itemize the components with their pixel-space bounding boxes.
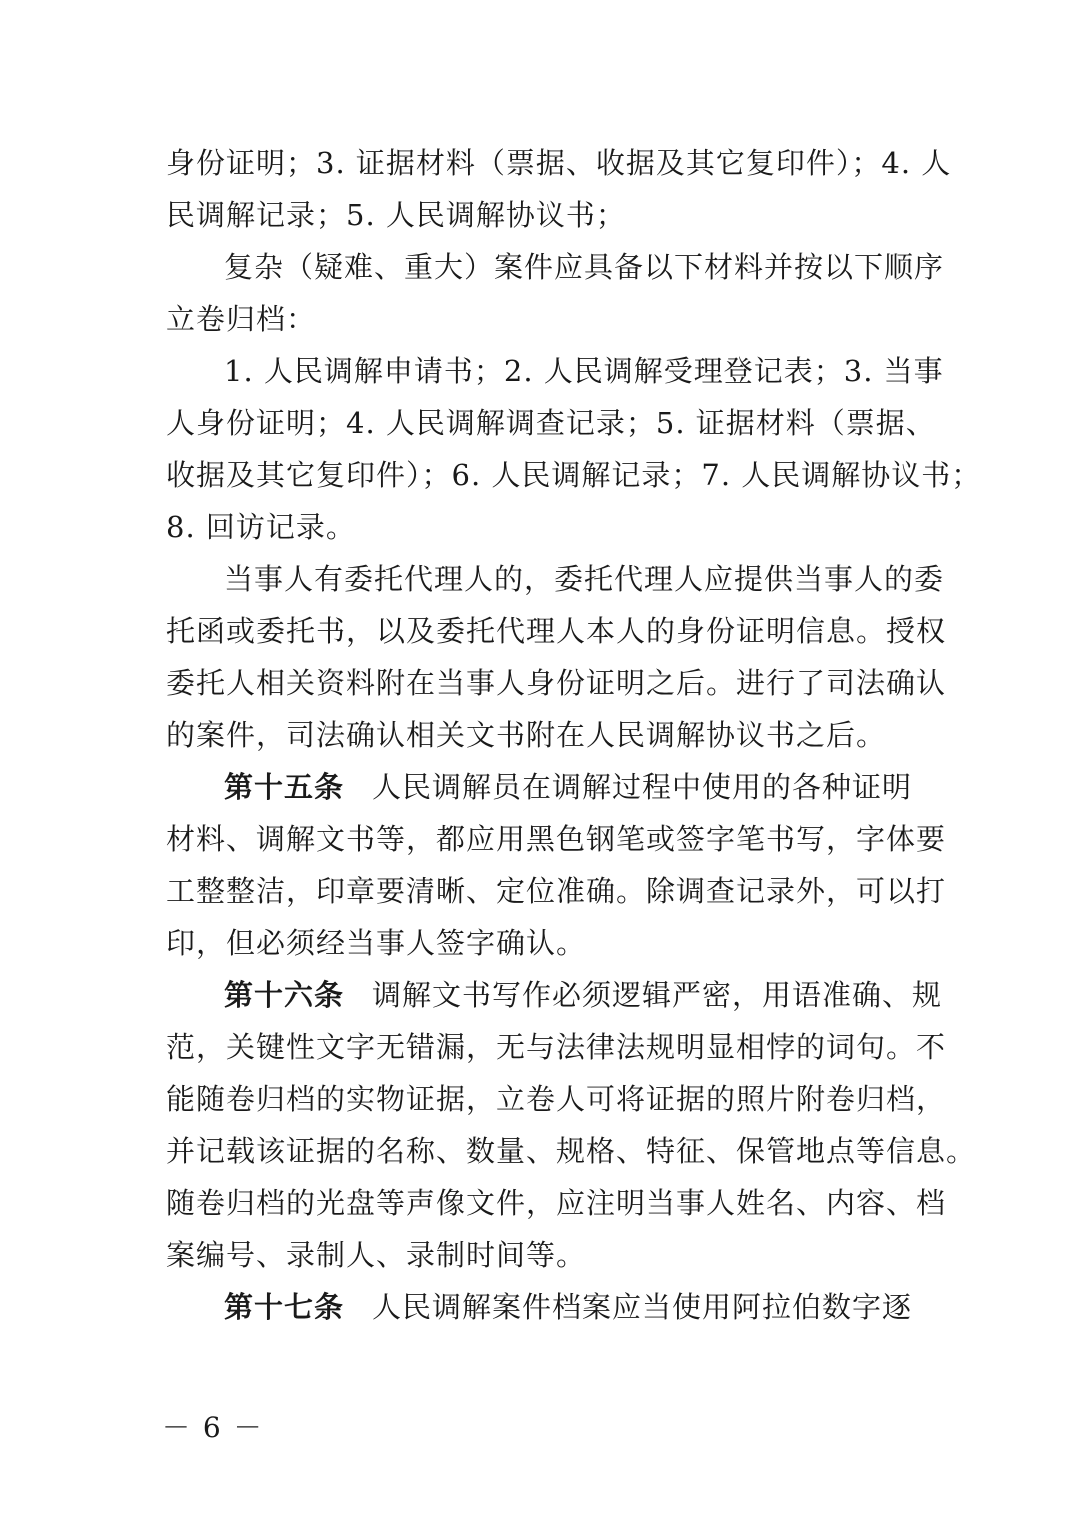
text-line: 复杂（疑难、重大）案件应具备以下材料并按以下顺序 bbox=[224, 250, 945, 284]
text-line: 范，关键性文字无错漏，无与法律法规明显相悖的词句。不 bbox=[166, 1030, 947, 1064]
article-heading: 第十五条 bbox=[224, 770, 345, 804]
text-line: 人身份证明；4. 人民调解调查记录；5. 证据材料（票据、 bbox=[166, 406, 936, 440]
text-line: 收据及其它复印件）；6. 人民调解记录；7. 人民调解协议书； bbox=[166, 458, 982, 492]
text-line: 能随卷归档的实物证据，立卷人可将证据的照片附卷归档， bbox=[166, 1082, 947, 1116]
article-text: 人民调解案件档案应当使用阿拉伯数字逐 bbox=[372, 1290, 913, 1324]
text-line: 案编号、录制人、录制时间等。 bbox=[166, 1238, 587, 1272]
page-number: － 6 － bbox=[162, 1411, 264, 1444]
text-line: 材料、调解文书等，都应用黑色钢笔或签字笔书写，字体要 bbox=[166, 822, 947, 856]
text-line: 托函或委托书，以及委托代理人本人的身份证明信息。授权 bbox=[166, 614, 947, 648]
article-16-line bbox=[224, 968, 943, 1022]
text-line: 并记载该证据的名称、数量、规格、特征、保管地点等信息。 bbox=[166, 1134, 977, 1168]
text-line: 的案件，司法确认相关文书附在人民调解协议书之后。 bbox=[166, 718, 887, 752]
text-line: 工整整洁，印章要清晰、定位准确。除调查记录外，可以打 bbox=[166, 874, 947, 908]
article-heading: 第十六条 bbox=[224, 978, 345, 1012]
text-line: 1. 人民调解申请书；2. 人民调解受理登记表；3. 当事 bbox=[224, 354, 944, 388]
text-line: 民调解记录；5. 人民调解协议书； bbox=[166, 198, 626, 232]
article-15-line bbox=[224, 760, 913, 814]
article-text: 人民调解员在调解过程中使用的各种证明 bbox=[372, 770, 913, 804]
text-line: 当事人有委托代理人的，委托代理人应提供当事人的委 bbox=[224, 562, 945, 596]
text-line: 印，但必须经当事人签字确认。 bbox=[166, 926, 587, 960]
article-text: 调解文书写作必须逻辑严密，用语准确、规 bbox=[372, 978, 943, 1012]
text-line: 随卷归档的光盘等声像文件，应注明当事人姓名、内容、档 bbox=[166, 1186, 947, 1220]
text-line: 立卷归档： bbox=[166, 302, 317, 336]
text-line: 委托人相关资料附在当事人身份证明之后。进行了司法确认 bbox=[166, 666, 947, 700]
text-line: 8. 回访记录。 bbox=[166, 510, 356, 544]
text-line: 身份证明；3. 证据材料（票据、收据及其它复印件）；4. 人 bbox=[166, 146, 952, 180]
article-17-line bbox=[224, 1280, 913, 1334]
article-heading: 第十七条 bbox=[224, 1290, 345, 1324]
